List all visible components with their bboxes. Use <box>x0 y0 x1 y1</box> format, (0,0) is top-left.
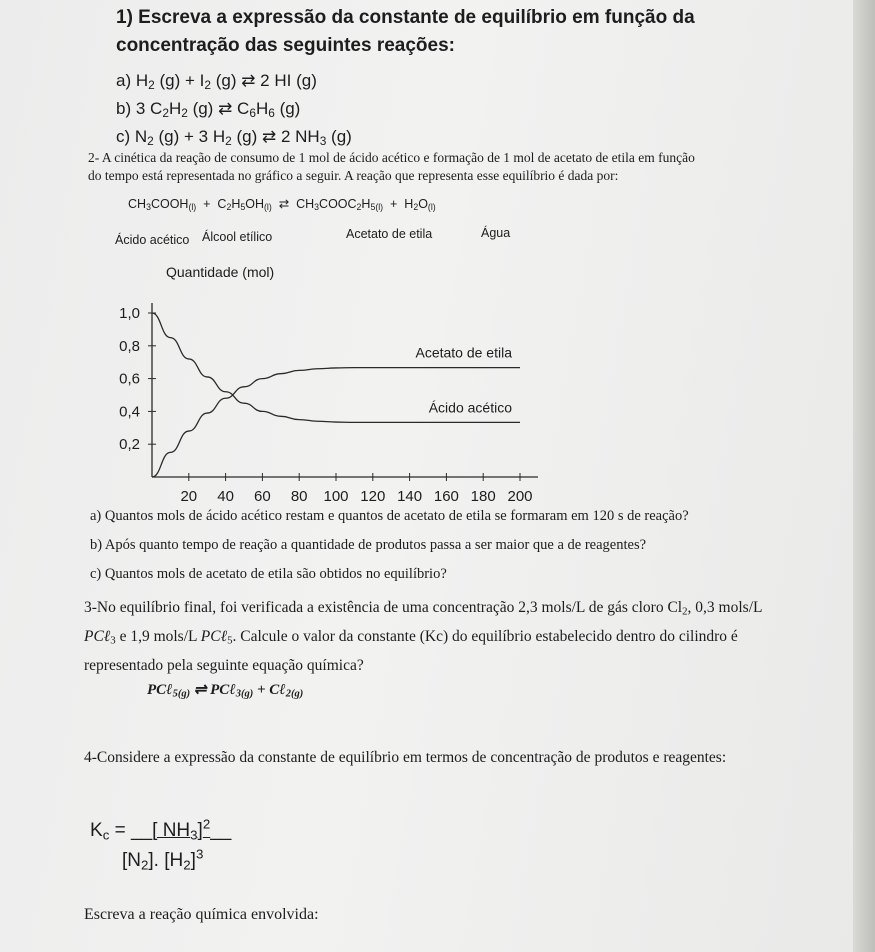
series-label-1: Ácido acético <box>428 399 512 416</box>
q3-line2b: . Calcule o valor da constante (Kc) do equilíbrio estabelecido dentro do cilindro é <box>232 628 738 645</box>
q2-question-c: c) Quantos mols de acetato de etila são obtidos no equilíbrio? <box>90 566 447 582</box>
y-tick-label: 0,2 <box>119 436 140 454</box>
q3-line1: 3-No equilíbrio final, foi verificada a existência de uma concentração 2,3 mols/L de gás cloro $Cl_2$, 0,3 mols/L <box>84 599 763 618</box>
name-ester: Acetato de etila <box>346 227 433 241</box>
x-tick-label: 180 <box>470 488 496 505</box>
q2-question-b: b) Após quanto tempo de reação a quantidade de produtos passa a ser maior que a de reagentes? <box>90 537 647 553</box>
q1-title-line1: 1) Escreva a expressão da constante de equilíbrio em função da <box>116 7 695 28</box>
x-tick-label: 140 <box>397 488 423 505</box>
q3-line1a: 3-No equilíbrio final, foi verificada a existência de uma concentração 2,3 mols/L de gás cloro <box>84 599 664 616</box>
kc-expression: $K_c$ = __[ $NH_3]^2\_\_$ <box>90 816 232 843</box>
q2-line1: 2- A cinética da reação de consumo de 1 mol de ácido acético e formação de 1 mol de acetato de etila em função <box>88 150 695 165</box>
q3-line2a: e 1,9 mols/L <box>119 628 197 645</box>
name-alcohol: Álcool etílico <box>202 230 273 244</box>
q3-line1b: , 0,3 mols/L <box>687 599 763 616</box>
kc-denominator: $[N_2]$. $[H_2]^3$ <box>122 846 204 873</box>
x-tick-label: 100 <box>323 488 349 505</box>
q2-question-a: a) Quantos mols de ácido acético restam e quantos de acetato de etila se formaram em 120 s de reação? <box>90 508 689 524</box>
q1-c-label: c) <box>116 127 131 146</box>
x-tick-label: 40 <box>217 488 234 505</box>
y-tick-label: 0,8 <box>119 337 140 355</box>
kinetics-chart <box>100 255 570 505</box>
q3-equation: PCℓ$_{5(g)}$ ⇌ PCℓ$_{3(g)}$ + Cℓ$_{2(g)}$ <box>147 682 304 700</box>
x-tick-label: 20 <box>180 488 198 505</box>
chart-labels <box>119 264 538 505</box>
q4-final-prompt: Escreva a reação química envolvida: <box>84 906 319 923</box>
kc-symbol: K <box>90 820 103 841</box>
q2-equilibrium-equation: $CH_3COOH_{(l)} + C_2H_5OH_{(l)}$ ⇄ $CH_3COOC_2H_{5(l)} + H_2O_{(l)}$ <box>128 197 436 213</box>
q4-line1: 4-Considere a expressão da constante de equilíbrio em termos de concentração de produtos e reagentes: <box>84 749 727 766</box>
q1-title-line2: concentração das seguintes reações: <box>116 35 455 56</box>
x-tick-label: 200 <box>507 488 533 505</box>
x-tick-label: 120 <box>360 488 386 505</box>
chart-series <box>152 313 520 477</box>
y-tick-label: 1,0 <box>119 305 140 322</box>
q1-a-label: a) <box>116 71 132 90</box>
x-tick-label: 60 <box>254 488 271 505</box>
y-tick-label: 0,4 <box>119 403 140 421</box>
y-axis-title: Quantidade (mol) <box>166 264 275 280</box>
series-label-0: Acetato de etila <box>415 344 512 361</box>
q1-reaction-b: b) 3 $C_2H_2$ (g) ⇄ $C_6H_6$ (g) <box>116 99 301 120</box>
page-edge <box>853 0 875 952</box>
q1-reaction-c: c) $N_2$ (g) + 3 $H_2$ (g) ⇄ 2 $NH_3$ (g) <box>116 127 352 148</box>
q2-line2: do tempo está representada no gráfico a seguir. A reação que representa esse equilíbrio é dada por: <box>88 168 619 183</box>
q3-line2: PCℓ$_3$ e 1,9 mols/L PCℓ$_5$. Calcule o valor da constante (Kc) do equilíbrio estabelecido dentro do cilindro é <box>84 628 738 647</box>
q3-line3: representado pela seguinte equação química? <box>84 657 364 674</box>
q1-b-label: b) <box>116 99 132 118</box>
name-acid: Ácido acético <box>115 233 190 247</box>
q1-reaction-a: a) $H_2$ $(g) + I_2$ (g) ⇄ 2 HI (g) <box>116 71 317 92</box>
chart-axes <box>148 303 538 481</box>
x-tick-label: 80 <box>290 488 308 505</box>
name-water: Água <box>481 226 511 240</box>
x-tick-label: 160 <box>433 488 459 505</box>
y-tick-label: 0,6 <box>119 370 140 388</box>
